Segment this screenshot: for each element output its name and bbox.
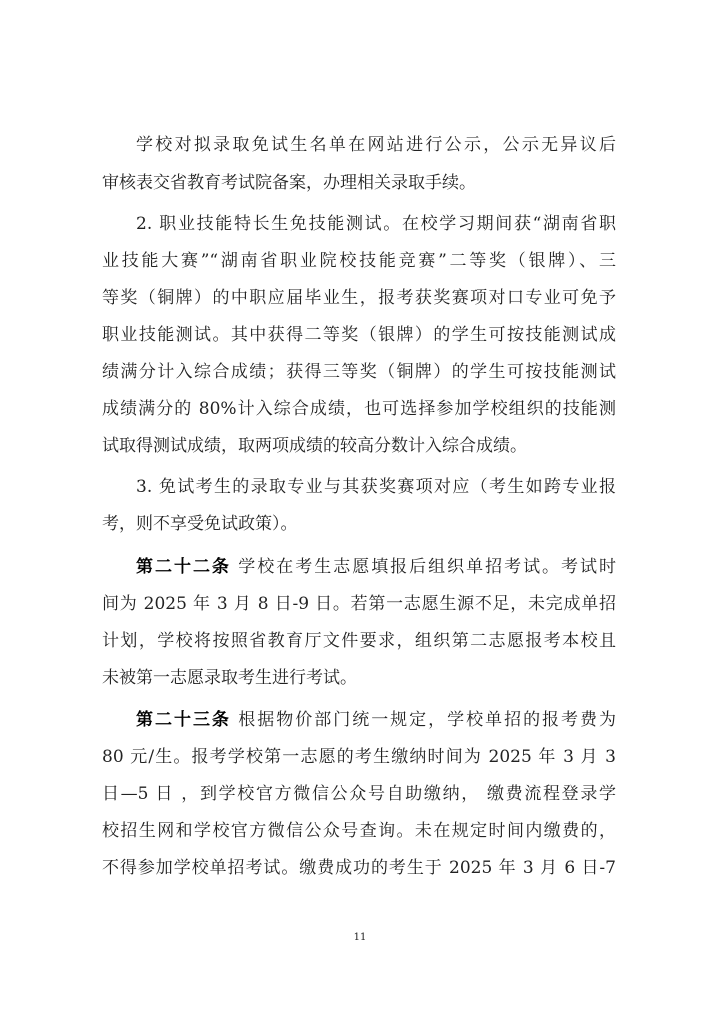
text-line [102,783,616,805]
line-text: 80 元/生。报考学校第一志愿的考生缴纳时间为 2025 年 3 月 3 [102,747,616,767]
line-text: 业技能大赛”“湖南省职业院校技能竞赛”二等奖（银牌）、三 [102,251,616,271]
line-text: 2. 职业技能特长生免技能测试。在校学习期间获“湖南省职 [136,214,616,234]
line-text: 间为 2025 年 3 月 8 日-9 日。若第一志愿生源不足，未完成单招 [102,594,616,614]
line-text: 校招生网和学校官方微信公众号查询。未在规定时间内缴费的， [102,821,616,841]
line-text: 等奖（铜牌）的中职应届毕业生，报考获奖赛项对口专业可免予 [102,288,616,308]
text-line [102,857,616,879]
page-number: 11 [353,932,367,943]
text-line [102,513,616,535]
text-line [102,324,616,346]
text-line [102,398,616,420]
line-text: 根据物价部门统一规定，学校单招的报考费为 [230,710,616,730]
text-line [102,667,616,689]
line-text: 试取得测试成绩，取两项成绩的较高分数计入综合成绩。 [102,436,527,456]
text-line [102,435,616,457]
line-text: 绩满分计入综合成绩；获得三等奖（铜牌）的学生可按技能测试 [102,362,616,382]
text-line [136,213,616,235]
text-line [136,476,616,498]
line-text: 职业技能测试。其中获得二等奖（银牌）的学生可按技能测试成 [102,325,616,345]
article-heading: 第二十二条 [136,557,231,577]
line-text: 计划，学校将按照省教育厅文件要求，组织第二志愿报考本校且 [102,631,616,651]
text-line [102,820,616,842]
article-heading: 第二十三条 [136,710,231,730]
line-text: 未被第一志愿录取考生进行考试。 [102,668,357,688]
line-text: 不得参加学校单招考试。缴费成功的考生于 2025 年 3 月 6 日-7 [102,858,616,878]
line-text: 考，则不享受免试政策）。 [102,514,298,534]
line-text: 3. 免试考生的录取专业与其获奖赛项对应（考生如跨专业报 [136,477,616,497]
line-text: 学校在考生志愿填报后组织单招考试。考试时 [230,557,616,577]
line-text: 日—5 日 ，到学校官方微信公众号自助缴纳， 缴费流程登录学 [102,784,616,804]
text-line [136,134,616,156]
text-line [102,172,616,194]
line-text: 审核表交省教育考试院备案，办理相关录取手续。 [102,173,476,193]
text-line [102,746,616,768]
text-line [136,709,616,731]
text-line [102,630,616,652]
text-line [102,287,616,309]
text-line [102,593,616,615]
line-text: 成绩满分的 80%计入综合成绩，也可选择参加学校组织的技能测 [102,399,616,419]
text-line [136,556,616,578]
text-line [102,361,616,383]
text-line [102,250,616,272]
line-text: 学校对拟录取免试生名单在网站进行公示，公示无异议后 [136,135,616,155]
